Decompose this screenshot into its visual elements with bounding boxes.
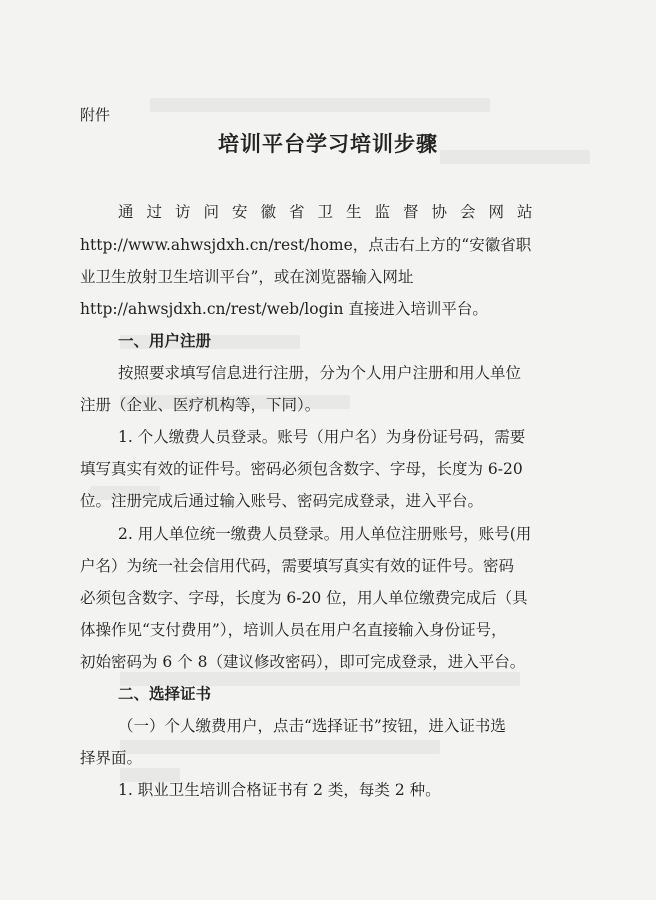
body-line: 体操作见“支付费用”），培训人员在用户名直接输入身份证号， — [80, 621, 507, 639]
body-line: 按照要求填写信息进行注册，分为个人用户注册和用人单位 — [118, 364, 522, 382]
body-line: 2. 用人单位统一缴费人员登录。用人单位注册账号，账号(用 — [118, 525, 532, 543]
body-line: 通过访问安徽省卫生监督协会网站 — [118, 203, 546, 221]
body-line: http://ahwsjdxh.cn/rest/web/login 直接进入培训平台。 — [80, 300, 488, 318]
body-line: （一）个人缴费用户，点击“选择证书”按钮，进入证书选 — [118, 717, 506, 735]
show-through-mark — [120, 740, 440, 754]
section-heading: 一、用户注册 — [118, 332, 212, 350]
body-line: 位。注册完成后通过输入账号、密码完成登录，进入平台。 — [80, 492, 484, 510]
attachment-label: 附件 — [80, 106, 111, 124]
show-through-mark — [150, 98, 490, 112]
body-line: 择界面。 — [80, 749, 143, 767]
body-line: 业卫生放射卫生培训平台”，或在浏览器输入网址 — [80, 268, 414, 286]
body-line: 户名）为统一社会信用代码，需要填写真实有效的证件号。密码 — [80, 557, 515, 575]
body-line: 1. 职业卫生培训合格证书有 2 类，每类 2 种。 — [118, 781, 441, 799]
body-line: 填写真实有效的证件号。密码必须包含数字、字母，长度为 6-20 — [80, 460, 523, 478]
body-line: 必须包含数字、字母，长度为 6-20 位，用人单位缴费完成后（具 — [80, 589, 528, 607]
section-heading: 二、选择证书 — [118, 685, 212, 703]
body-line: http://www.ahwsjdxh.cn/rest/home，点击右上方的“安徽省职 — [80, 236, 532, 254]
body-line: 1. 个人缴费人员登录。账号（用户名）为身份证号码，需要 — [118, 428, 526, 446]
document-title: 培训平台学习培训步骤 — [218, 131, 438, 156]
body-line: 初始密码为 6 个 8（建议修改密码），即可完成登录，进入平台。 — [80, 653, 526, 671]
body-line: 注册（企业、医疗机构等，下同）。 — [80, 396, 321, 414]
